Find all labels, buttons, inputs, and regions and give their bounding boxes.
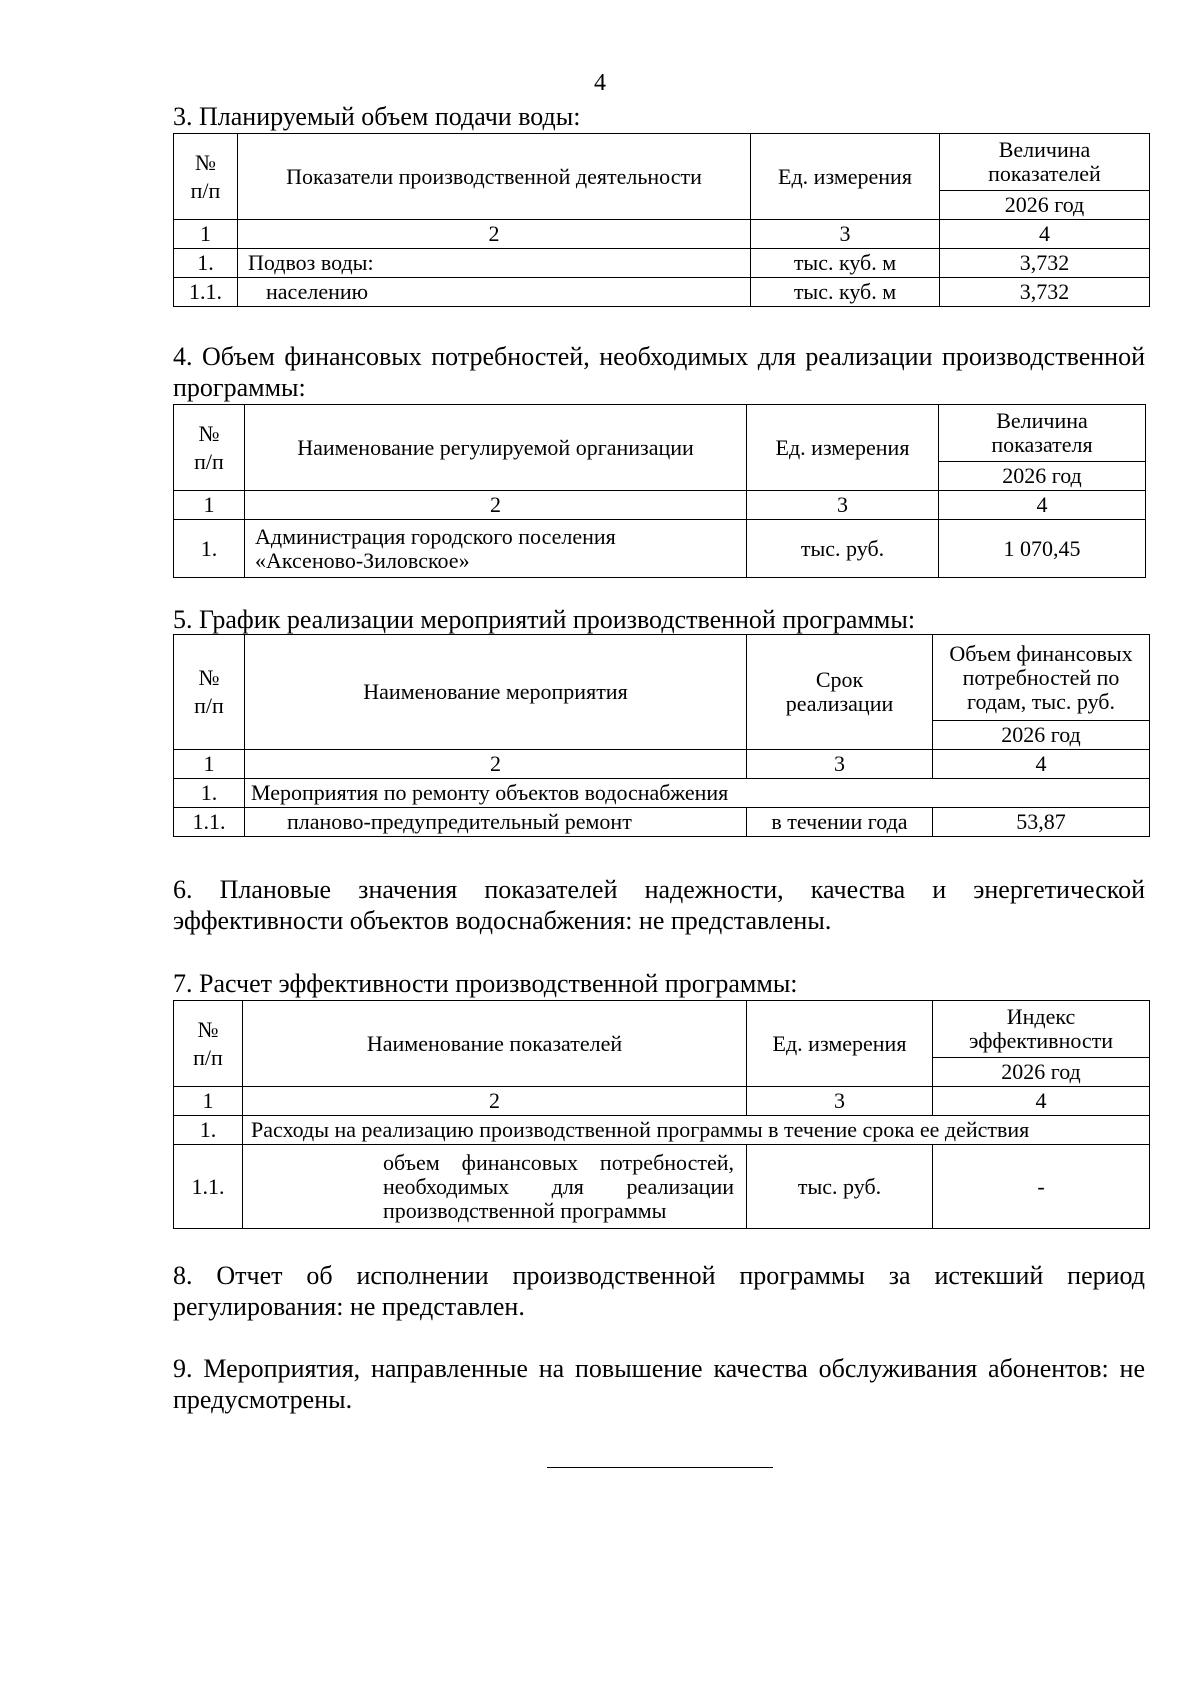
row-name: населению (238, 278, 751, 307)
header-year: 2026 год (933, 721, 1150, 750)
row-name: Подвоз воды: (238, 249, 751, 278)
section9-text: 9. Мероприятия, направленные на повышение качества обслуживания абонентов: не предусмотрены. (173, 1354, 1145, 1414)
column-number: 2 (245, 750, 747, 779)
header-term: Срок реализации (747, 635, 933, 750)
column-number: 1 (174, 220, 238, 249)
section6-text: 6. Плановые значения показателей надежности, качества и энергетической эффективности объектов водоснабжения: не представлены. (173, 875, 1145, 935)
header-value: Объем финансовых потребностей по годам, тыс. руб. (933, 635, 1150, 721)
page-number: 4 (594, 70, 606, 96)
row-value: 3,732 (940, 278, 1150, 307)
section8-text: 8. Отчет об исполнении производственной программы за истекший период регулирования: не представлен. (173, 1261, 1145, 1321)
signature-line (547, 1467, 773, 1468)
header-name: Показатели производственной деятельности (238, 134, 751, 220)
section7-heading: 7. Расчет эффективности производственной программы: (173, 969, 798, 998)
financial-needs-table (173, 404, 1146, 578)
header-year: 2026 год (939, 462, 1146, 491)
row-num: 1. (174, 520, 245, 578)
row-num: 1.1. (174, 1145, 243, 1229)
row-num: 1. (174, 779, 245, 808)
table-row (174, 1116, 1150, 1145)
header-name: Наименование показателей (243, 1001, 747, 1087)
column-number: 3 (751, 220, 940, 249)
header-num: № п/п (174, 405, 245, 491)
header-value: Величина показателя (939, 405, 1146, 462)
header-unit: Ед. измерения (747, 1001, 933, 1087)
header-value: Величина показателей (940, 134, 1150, 191)
header-num: № п/п (174, 635, 245, 750)
row-unit: тыс. куб. м (751, 249, 940, 278)
row-value: 3,732 (940, 249, 1150, 278)
column-number: 1 (174, 1087, 243, 1116)
row-value: 1 070,45 (939, 520, 1146, 578)
table-row (174, 278, 1150, 307)
column-number: 3 (747, 750, 933, 779)
row-unit: тыс. куб. м (751, 278, 940, 307)
section5-heading: 5. График реализации мероприятий производственной программы: (173, 605, 916, 634)
table-row (174, 779, 1150, 808)
table-row (174, 1145, 1150, 1229)
header-name: Наименование регулируемой организации (245, 405, 747, 491)
section4-heading: 4. Объем финансовых потребностей, необходимых для реализации производственной программы: (173, 342, 1145, 402)
header-value: Индекс эффективности (933, 1001, 1150, 1058)
column-number: 1 (174, 491, 245, 520)
column-number: 1 (174, 750, 245, 779)
column-number: 2 (238, 220, 751, 249)
schedule-table (173, 634, 1150, 837)
column-number: 4 (939, 491, 1146, 520)
row-num: 1. (174, 249, 238, 278)
header-num: № п/п (174, 134, 238, 220)
row-num: 1.1. (174, 278, 238, 307)
header-unit: Ед. измерения (747, 405, 939, 491)
column-number: 4 (933, 1087, 1150, 1116)
header-name: Наименование мероприятия (245, 635, 747, 750)
row-num: 1. (174, 1116, 243, 1145)
column-number: 3 (747, 1087, 933, 1116)
efficiency-table (173, 1000, 1150, 1229)
column-number: 3 (747, 491, 939, 520)
row-name: планово-предупредительный ремонт (245, 808, 747, 837)
column-number: 2 (245, 491, 747, 520)
row-unit: тыс. руб. (747, 520, 939, 578)
row-name: объем финансовых потребностей, необходимых для реализации производственной программы (243, 1145, 747, 1229)
header-unit: Ед. измерения (751, 134, 940, 220)
column-number: 4 (940, 220, 1150, 249)
table-row (174, 808, 1150, 837)
header-year: 2026 год (933, 1058, 1150, 1087)
header-num: № п/п (174, 1001, 243, 1087)
header-year: 2026 год (940, 191, 1150, 220)
row-unit: тыс. руб. (747, 1145, 933, 1229)
section3-heading: 3. Планируемый объем подачи воды: (173, 102, 581, 131)
row-num: 1.1. (174, 808, 245, 837)
column-number: 2 (243, 1087, 747, 1116)
table-row (174, 520, 1146, 578)
table-row (174, 249, 1150, 278)
row-term: в течении года (747, 808, 933, 837)
row-value: 53,87 (933, 808, 1150, 837)
row-name: Расходы на реализацию производственной программы в течение срока ее действия (243, 1116, 1150, 1145)
column-number: 4 (933, 750, 1150, 779)
water-supply-table (173, 133, 1150, 307)
row-value: - (933, 1145, 1150, 1229)
row-name: Администрация городского поселения «Аксеново-Зиловское» (245, 520, 747, 578)
row-name: Мероприятия по ремонту объектов водоснабжения (245, 779, 1150, 808)
